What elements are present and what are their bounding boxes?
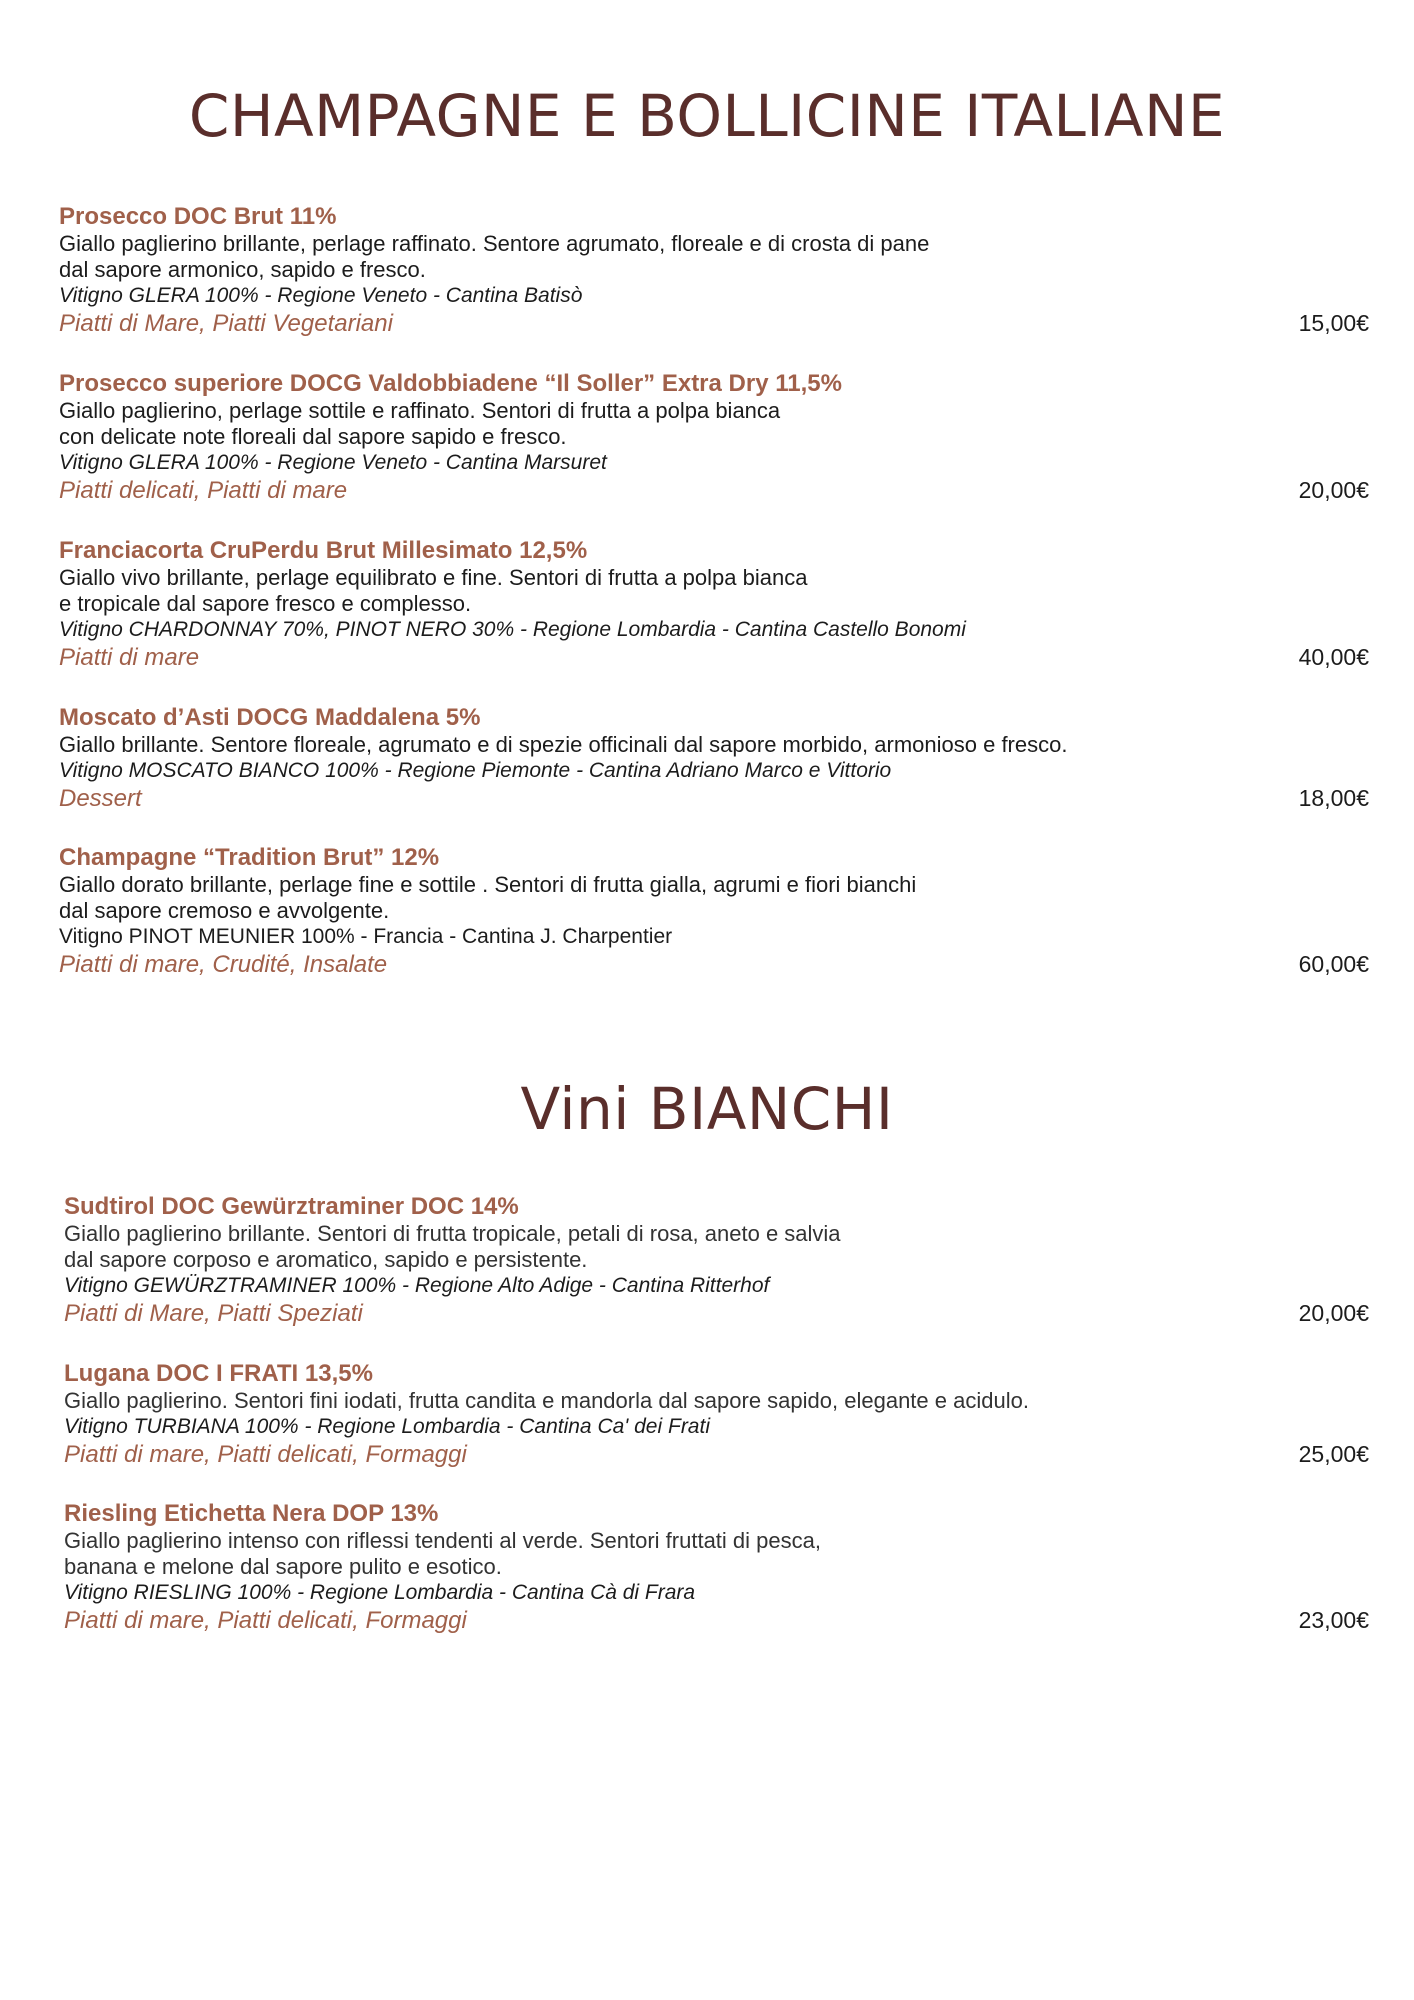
wine-description: Giallo brillante. Sentore floreale, agrumato e di spezie officinali dal sapore morbido, armonioso e fresco. — [59, 732, 1068, 757]
wine-price: 40,00€ — [1298, 644, 1369, 670]
wine-description: banana e melone dal sapore pulito e esotico. — [64, 1554, 502, 1579]
wine-pairing: Piatti delicati, Piatti di mare — [59, 477, 348, 504]
wine-description: dal sapore armonico, sapido e fresco. — [59, 257, 426, 282]
wine-name: Champagne “Tradition Brut” 12% — [59, 844, 440, 871]
wine-origin: Vitigno GLERA 100% - Regione Veneto - Cantina Marsuret — [59, 451, 607, 474]
wine-pairing: Piatti di mare, Crudité, Insalate — [59, 951, 388, 978]
wine-name: Moscato d’Asti DOCG Maddalena 5% — [59, 704, 481, 731]
wine-item — [64, 1360, 1369, 1470]
wine-price: 20,00€ — [1298, 1300, 1369, 1326]
wine-price: 25,00€ — [1298, 1441, 1369, 1467]
wine-pairing: Piatti di mare — [59, 644, 200, 671]
wine-description: dal sapore cremoso e avvolgente. — [59, 898, 390, 923]
wine-description: Giallo paglierino intenso con riflessi tendenti al verde. Sentori fruttati di pesca, — [64, 1528, 821, 1553]
wine-pairing: Piatti di Mare, Piatti Speziati — [64, 1300, 363, 1327]
wine-description: Giallo paglierino, perlage sottile e raffinato. Sentori di frutta a polpa bianca — [59, 398, 781, 423]
wine-description: dal sapore corposo e aromatico, sapido e persistente. — [64, 1247, 588, 1272]
wine-item — [59, 203, 1369, 339]
section-title-bollicine: CHAMPAGNE E BOLLICINE ITALIANE — [188, 82, 1226, 150]
wine-price: 18,00€ — [1298, 785, 1369, 811]
wine-description: Giallo paglierino. Sentori fini iodati, frutta candita e mandorla dal sapore sapido, elegante e acidulo. — [64, 1388, 1029, 1413]
wine-description: e tropicale dal sapore fresco e complesso. — [59, 591, 472, 616]
wine-price: 15,00€ — [1298, 310, 1369, 336]
wine-origin: Vitigno RIESLING 100% - Regione Lombardia - Cantina Cà di Frara — [64, 1581, 696, 1604]
wine-name: Prosecco superiore DOCG Valdobbiadene “Il Soller” Extra Dry 11,5% — [59, 370, 842, 397]
wine-name: Sudtirol DOC Gewürztraminer DOC 14% — [64, 1193, 519, 1220]
wine-item — [59, 537, 1369, 673]
wine-pairing: Dessert — [59, 785, 142, 812]
wine-pairing: Piatti di mare, Piatti delicati, Formaggi — [64, 1607, 467, 1634]
wine-origin: Vitigno CHARDONNAY 70%, PINOT NERO 30% - Regione Lombardia - Cantina Castello Bonomi — [59, 618, 966, 641]
wine-description: Giallo paglierino brillante. Sentori di frutta tropicale, petali di rosa, aneto e salvia — [64, 1221, 841, 1246]
wine-name: Riesling Etichetta Nera DOP 13% — [64, 1500, 439, 1527]
wine-origin: Vitigno TURBIANA 100% - Regione Lombardia - Cantina Ca' dei Frati — [64, 1415, 710, 1438]
wine-item — [64, 1500, 1369, 1636]
wine-origin: Vitigno MOSCATO BIANCO 100% - Regione Piemonte - Cantina Adriano Marco e Vittorio — [59, 759, 892, 782]
wine-item — [64, 1193, 1369, 1329]
wine-item — [59, 844, 1369, 980]
wine-origin: Vitigno PINOT MEUNIER 100% - Francia - Cantina J. Charpentier — [59, 925, 673, 948]
wine-name: Franciacorta CruPerdu Brut Millesimato 12,5% — [59, 537, 588, 564]
wine-item — [59, 704, 1369, 814]
section-title-bianchi: Vini BIANCHI — [520, 1075, 894, 1143]
wine-price: 60,00€ — [1298, 951, 1369, 977]
wine-origin: Vitigno GLERA 100% - Regione Veneto - Cantina Batisò — [59, 284, 583, 307]
wine-origin: Vitigno GEWÜRZTRAMINER 100% - Regione Alto Adige - Cantina Ritterhof — [64, 1274, 770, 1297]
wine-name: Lugana DOC I FRATI 13,5% — [64, 1360, 373, 1387]
wine-pairing: Piatti di Mare, Piatti Vegetariani — [59, 310, 393, 337]
wine-description: Giallo paglierino brillante, perlage raffinato. Sentore agrumato, floreale e di crosta di pane — [59, 231, 930, 256]
wine-description: Giallo vivo brillante, perlage equilibrato e fine. Sentori di frutta a polpa bianca — [59, 565, 808, 590]
wine-price: 23,00€ — [1298, 1607, 1369, 1633]
wine-description: Giallo dorato brillante, perlage fine e sottile . Sentori di frutta gialla, agrumi e fiori bianchi — [59, 872, 917, 897]
wine-item — [59, 370, 1369, 506]
wine-description: con delicate note floreali dal sapore sapido e fresco. — [59, 424, 567, 449]
wine-name: Prosecco DOC Brut 11% — [59, 203, 337, 230]
wine-pairing: Piatti di mare, Piatti delicati, Formaggi — [64, 1441, 467, 1468]
wine-price: 20,00€ — [1298, 477, 1369, 503]
